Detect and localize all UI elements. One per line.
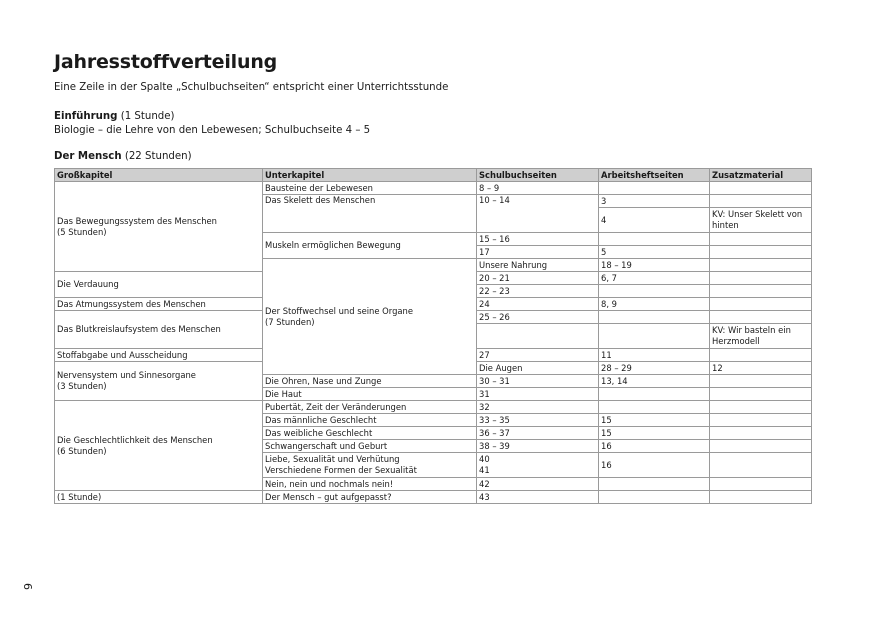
extra-cell — [710, 233, 812, 246]
workbook-cell — [599, 388, 710, 401]
header-zusatzmaterial: Zusatzmaterial — [710, 169, 812, 182]
extra-line: KV: Wir basteln ein — [712, 325, 791, 335]
workbook-cell: 16 — [599, 453, 710, 478]
workbook-cell: 12 — [710, 362, 812, 375]
subchapter-cell: Muskeln ermöglichen Bewegung — [263, 233, 477, 259]
subchapter-cell: Pubertät, Zeit der Veränderungen — [263, 401, 477, 414]
workbook-cell — [599, 401, 710, 414]
workbook-cell: 15 — [599, 427, 710, 440]
pages-cell: 38 – 39 — [477, 440, 599, 453]
group-cell: (1 Stunde) — [55, 491, 263, 504]
section-hours: (22 Stunden) — [124, 151, 192, 162]
extra-cell — [710, 246, 812, 259]
intro-block — [54, 110, 370, 138]
workbook-cell — [599, 233, 710, 246]
workbook-cell: 11 — [599, 349, 710, 362]
group-hours: (5 Stunden) — [57, 226, 107, 237]
workbook-cell — [710, 259, 812, 272]
subchapter-cell: Das männliche Geschlecht — [263, 414, 477, 427]
extra-cell — [710, 285, 812, 298]
extra-cell — [710, 195, 812, 208]
subchapter-cell: Nein, nein und nochmals nein! — [263, 478, 477, 491]
header-arbeitsheftseiten: Arbeitsheftseiten — [599, 169, 710, 182]
page-number: 6 — [21, 583, 34, 590]
extra-cell — [710, 311, 812, 324]
subchapter-cell: Das Skelett des Menschen — [263, 195, 477, 233]
pages-cell: 20 – 21 — [477, 272, 599, 285]
subchapter-cell: Die Verdauung — [55, 272, 263, 298]
pages-cell: 8 – 9 — [477, 182, 599, 195]
pages-cell: 17 — [477, 246, 599, 259]
subchapter-cell: Bausteine der Lebewesen — [263, 182, 477, 195]
workbook-cell: 8, 9 — [599, 298, 710, 311]
extra-line: Herzmodell — [712, 336, 760, 346]
extra-cell — [710, 453, 812, 478]
extra-cell — [710, 440, 812, 453]
table-header-row — [55, 169, 812, 182]
workbook-cell: 3 — [599, 195, 710, 208]
extra-cell — [710, 182, 812, 195]
section-heading — [54, 151, 192, 162]
subchapter-cell: Das Atmungssystem des Menschen — [55, 298, 263, 311]
extra-cell — [710, 208, 812, 233]
pages-cell: 27 — [477, 349, 599, 362]
subchapter-cell — [263, 453, 477, 478]
pages-cell: 43 — [477, 491, 599, 504]
distribution-table — [54, 168, 812, 504]
extra-cell — [710, 427, 812, 440]
page-title: Jahresstoffverteilung — [54, 51, 278, 73]
group-hours: (7 Stunden) — [265, 316, 315, 327]
group-cell — [55, 182, 263, 272]
header-grosskapitel: Großkapitel — [55, 169, 263, 182]
subchapter-cell: Unsere Nahrung — [477, 259, 599, 272]
pages-line: 40 — [479, 454, 490, 464]
extra-cell — [710, 298, 812, 311]
pages-cell: 42 — [477, 478, 599, 491]
pages-cell: 24 — [477, 298, 599, 311]
extra-cell — [710, 324, 812, 349]
table-row — [55, 182, 812, 195]
group-hours: (6 Stunden) — [57, 445, 107, 456]
workbook-cell: 16 — [599, 440, 710, 453]
pages-cell: 22 – 23 — [477, 285, 599, 298]
header-unterkapitel: Unterkapitel — [263, 169, 477, 182]
pages-cell: 31 — [477, 388, 599, 401]
workbook-cell: 15 — [599, 414, 710, 427]
intro-heading: Einführung — [54, 111, 118, 122]
pages-cell: 30 – 31 — [477, 375, 599, 388]
workbook-cell: 5 — [599, 246, 710, 259]
subchapter-cell: Die Augen — [477, 362, 599, 375]
workbook-cell: 13, 14 — [599, 375, 710, 388]
subchapter-cell: Stoffabgabe und Ausscheidung — [55, 349, 263, 362]
group-cell — [55, 401, 263, 491]
group-hours: (3 Stunden) — [57, 381, 107, 391]
pages-cell: 28 – 29 — [599, 362, 710, 375]
pages-cell: 15 – 16 — [477, 233, 599, 246]
intro-hours: (1 Stunde) — [120, 111, 175, 122]
group-cell — [263, 259, 477, 375]
pages-cell: 18 – 19 — [599, 259, 710, 272]
subchapter-cell: Die Haut — [263, 388, 477, 401]
extra-line: KV: Unser Skelett von — [712, 209, 803, 219]
extra-cell — [710, 388, 812, 401]
extra-cell — [710, 491, 812, 504]
group-title: Der Stoffwechsel und seine Organe — [265, 305, 413, 316]
section-title: Der Mensch — [54, 151, 122, 162]
workbook-cell: 6, 7 — [599, 272, 710, 285]
group-cell — [55, 362, 263, 401]
pages-cell: 33 – 35 — [477, 414, 599, 427]
subchapter-cell: Die Ohren, Nase und Zunge — [263, 375, 477, 388]
workbook-cell — [599, 491, 710, 504]
extra-cell — [710, 349, 812, 362]
extra-cell — [710, 401, 812, 414]
workbook-cell — [599, 311, 710, 324]
workbook-cell — [599, 182, 710, 195]
extra-line: hinten — [712, 220, 739, 230]
extra-cell — [710, 375, 812, 388]
table-row — [55, 491, 812, 504]
workbook-cell — [599, 478, 710, 491]
group-title: Das Bewegungssystem des Menschen — [57, 215, 217, 226]
pages-cell: 25 – 26 — [477, 311, 599, 324]
intro-line: Biologie – die Lehre von den Lebewesen; Schulbuchseite 4 – 5 — [54, 125, 371, 136]
pages-cell: 36 – 37 — [477, 427, 599, 440]
page-subtitle: Eine Zeile in der Spalte „Schulbuchseiten“ entspricht einer Unterrichtsstunde — [54, 82, 449, 93]
pages-cell — [477, 453, 599, 478]
subchapter-line: Liebe, Sexualität und Verhütung — [265, 454, 400, 464]
extra-cell — [710, 414, 812, 427]
extra-cell — [710, 272, 812, 285]
pages-cell — [477, 324, 599, 349]
group-title: Die Geschlechtlichkeit des Menschen — [57, 434, 213, 445]
pages-line: 41 — [479, 465, 490, 475]
extra-cell — [710, 478, 812, 491]
subchapter-cell: Das Blutkreislaufsystem des Menschen — [55, 311, 263, 349]
workbook-cell — [599, 285, 710, 298]
table-row — [55, 401, 812, 414]
subchapter-cell: Das weibliche Geschlecht — [263, 427, 477, 440]
subchapter-cell: Der Mensch – gut aufgepasst? — [263, 491, 477, 504]
header-schulbuchseiten: Schulbuchseiten — [477, 169, 599, 182]
workbook-cell — [599, 324, 710, 349]
pages-cell: 32 — [477, 401, 599, 414]
subchapter-cell: Schwangerschaft und Geburt — [263, 440, 477, 453]
workbook-cell: 4 — [599, 208, 710, 233]
pages-cell: 10 – 14 — [477, 195, 599, 233]
subchapter-line: Verschiedene Formen der Sexualität — [265, 465, 417, 475]
group-title: Nervensystem und Sinnesorgane — [57, 370, 196, 380]
